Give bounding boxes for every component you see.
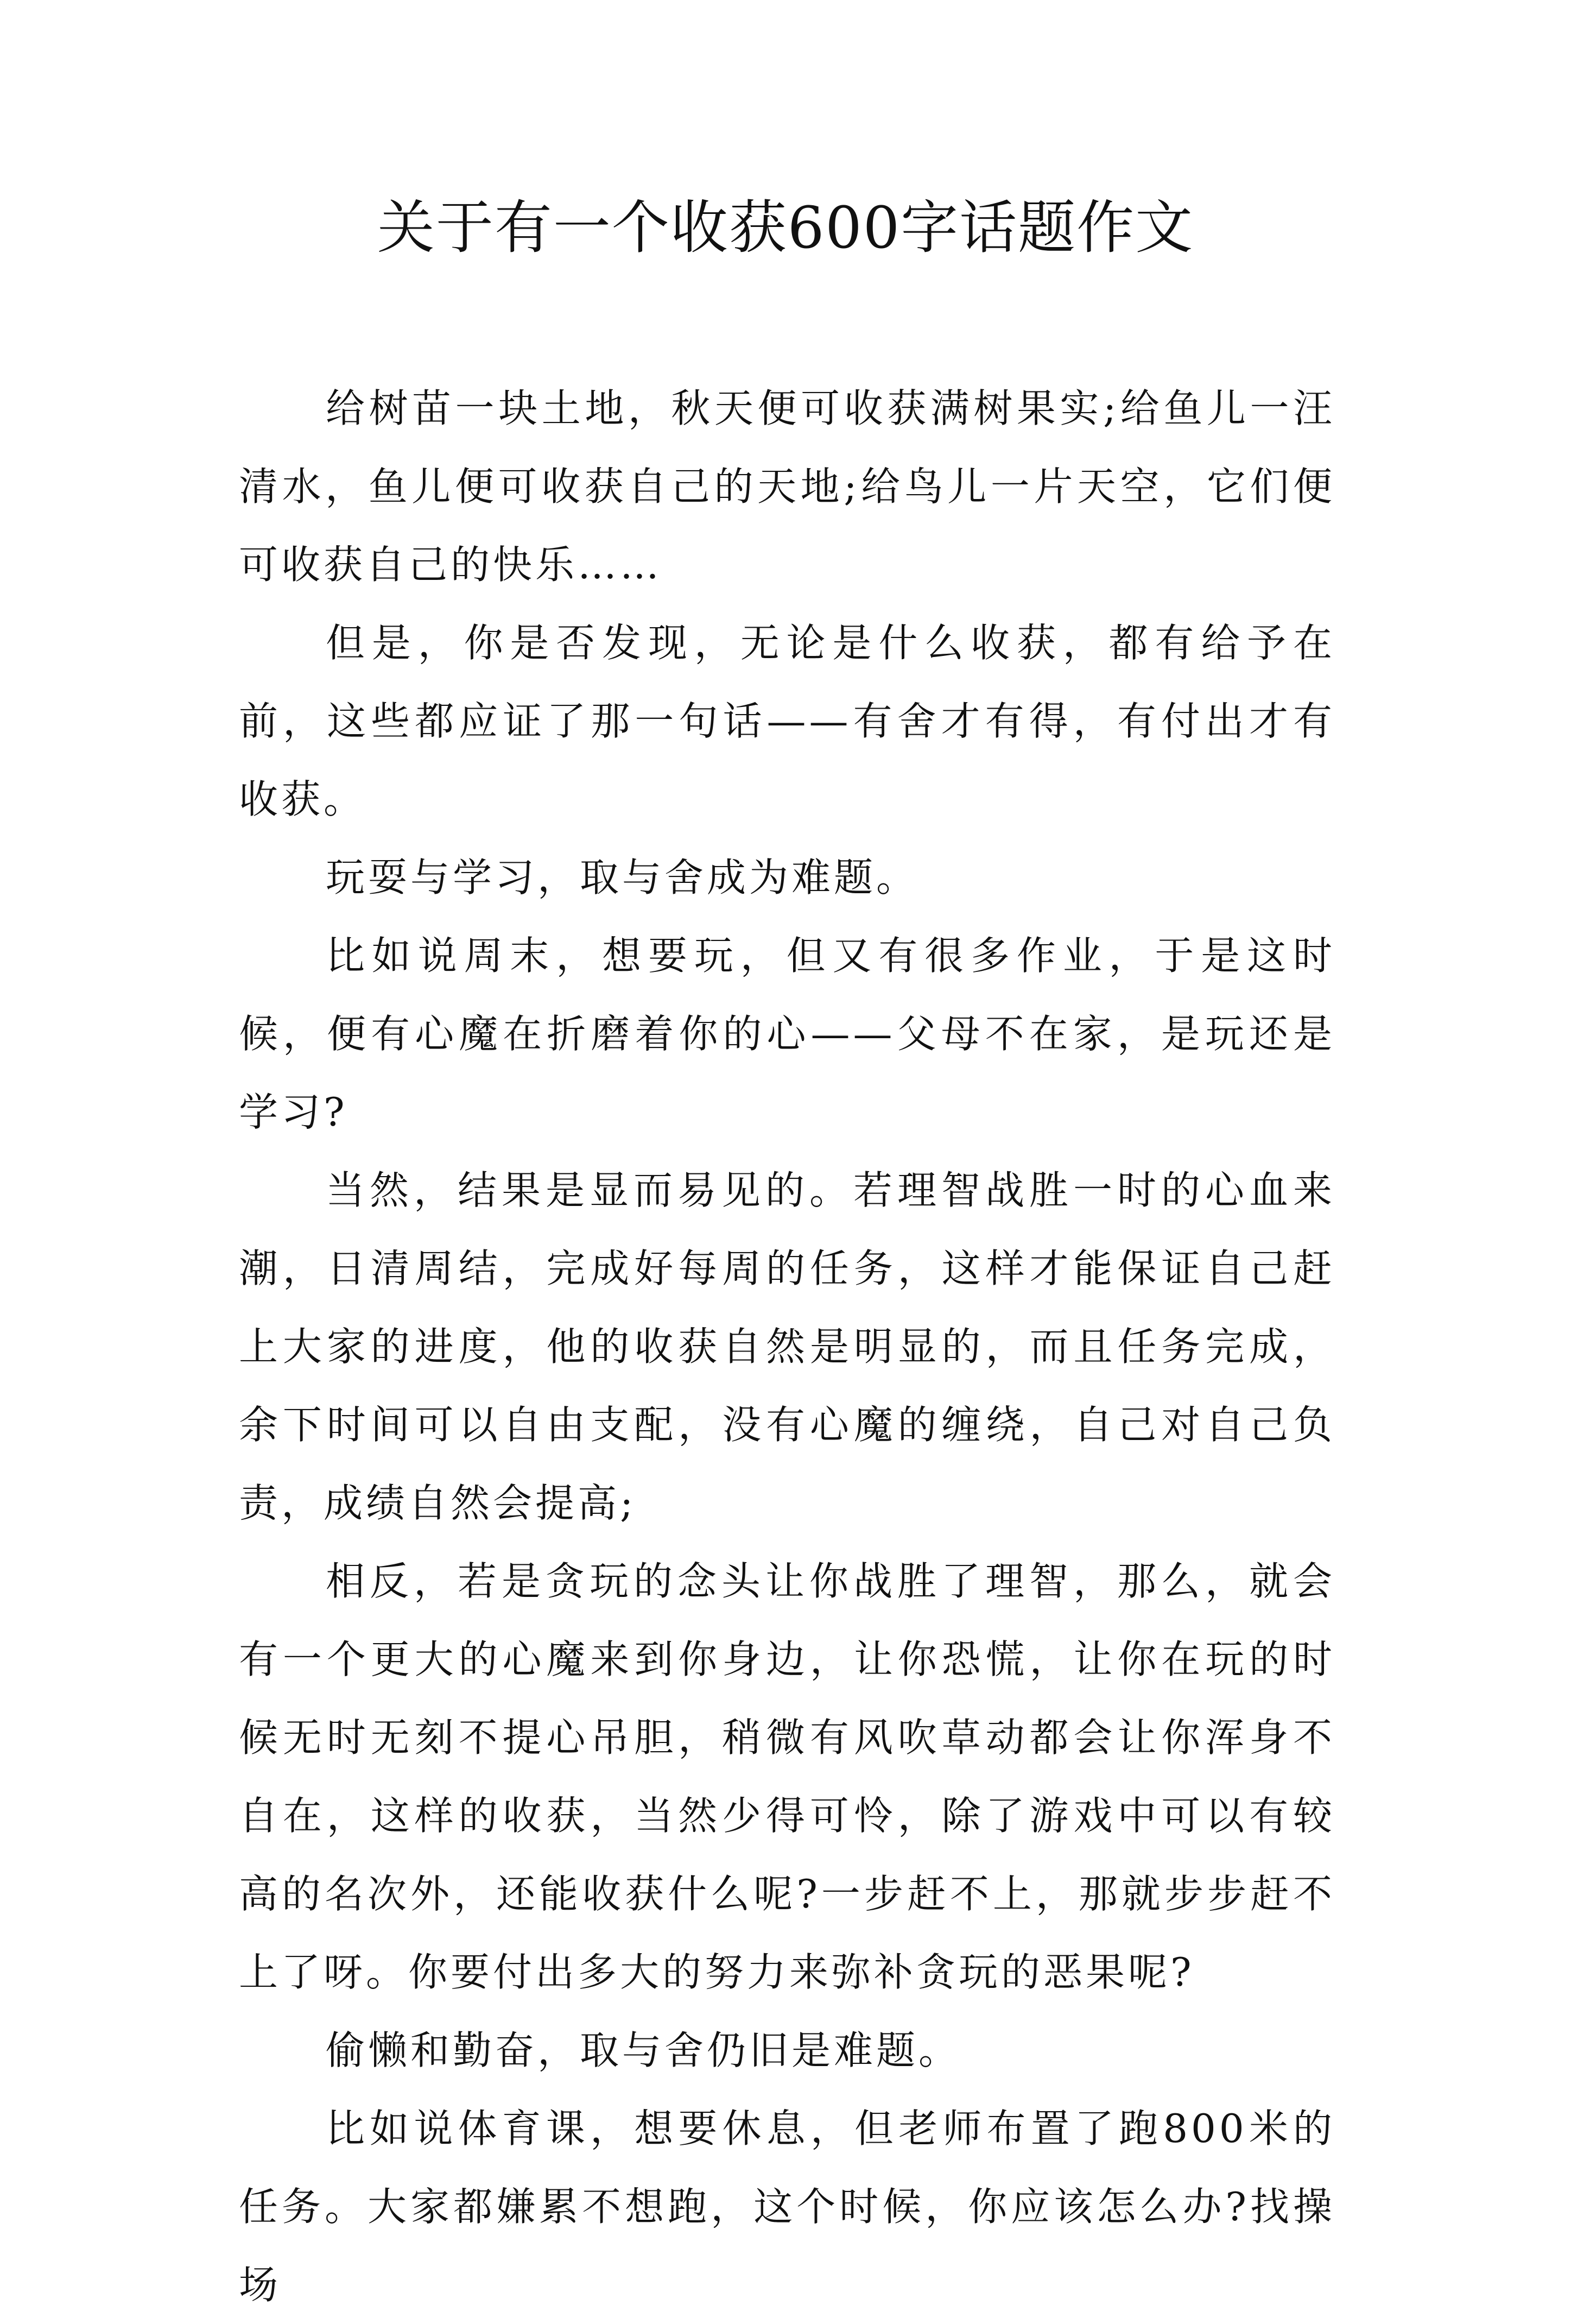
- paragraph-1: 给树苗一块土地，秋天便可收获满树果实;给鱼儿一汪清水，鱼儿便可收获自己的天地;给鸟儿一片天空，它们便可收获自己的快乐……: [239, 386, 1335, 588]
- paragraph-6: 相反，若是贪玩的念头让你战胜了理智，那么，就会有一个更大的心魔来到你身边，让你恐慌，让你在玩的时候无时无刻不提心吊胆，稍微有风吹草动都会让你浑身不自在，这样的收获，当然少得可怜，除了游戏中可以有较高的名次外，还能收获什么呢?一步赶不上，那就步步赶不上了呀。你要付出多大的努力来弥补贪玩的恶果呢?: [239, 1558, 1335, 1995]
- paragraph-3: 玩耍与学习，取与舍成为难题。: [326, 855, 919, 900]
- document-title: 关于有一个收获600字话题作文: [377, 194, 1194, 261]
- paragraph-7: 偷懒和勤奋，取与舍仍旧是难题。: [326, 2028, 961, 2073]
- paragraph-4: 比如说周末，想要玩，但又有很多作业，于是这时候，便有心魔在折磨着你的心——父母不在家，是玩还是学习?: [239, 933, 1335, 1135]
- paragraph-8: 比如说体育课，想要休息，但老师布置了跑800米的任务。大家都嫌累不想跑，这个时候，你应该怎么办?找操场: [239, 2106, 1335, 2308]
- document-body: [239, 369, 1335, 2324]
- paragraph-2: 但是，你是否发现，无论是什么收获，都有给予在前，这些都应证了那一句话——有舍才有得，有付出才有收获。: [239, 620, 1335, 822]
- paragraph-5: 当然，结果是显而易见的。若理智战胜一时的心血来潮，日清周结，完成好每周的任务，这样才能保证自己赶上大家的进度，他的收获自然是明显的，而且任务完成，余下时间可以自由支配，没有心魔的缠绕，自己对自己负责，成绩自然会提高;: [239, 1167, 1335, 1526]
